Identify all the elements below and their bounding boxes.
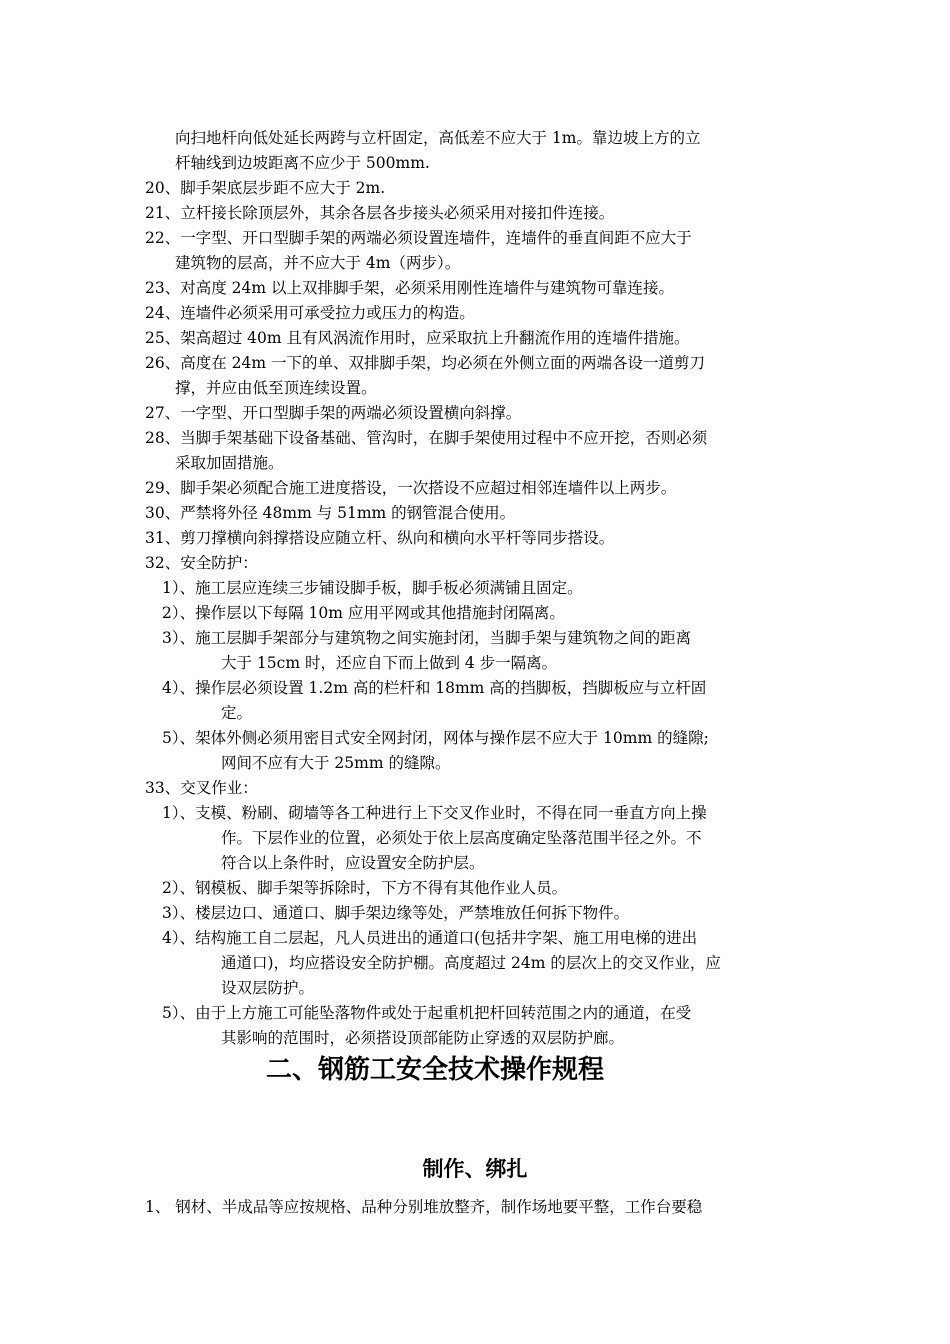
text-line: 符合以上条件时，应设置安全防护层。 — [221, 854, 485, 872]
text-line: 5）、由于上方施工可能坠落物件或处于起重机把杆回转范围之内的通道，在受 — [162, 1004, 692, 1022]
text-line: 21、立杆接长除顶层外，其余各层各步接头必须采用对接扣件连接。 — [145, 204, 615, 222]
text-line: 1、 钢材、半成品等应按规格、品种分别堆放整齐，制作场地要平整，工作台要稳 — [145, 1198, 703, 1216]
text-line: 1）、施工层应连续三步铺设脚手板，脚手板必须满铺且固定。 — [162, 579, 583, 597]
text-line: 25、架高超过 40m 且有风涡流作用时，应采取抗上升翻流作用的连墙件措施。 — [145, 329, 690, 347]
text-line: 23、对高度 24m 以上双排脚手架，必须采用刚性连墙件与建筑物可靠连接。 — [145, 279, 675, 297]
text-line: 31、剪刀撑横向斜撑搭设应随立杆、纵向和横向水平杆等同步搭设。 — [145, 529, 615, 547]
text-line: 杆轴线到边坡距离不应少于 500mm. — [175, 154, 430, 172]
text-line: 1）、支模、粉刷、砌墙等各工种进行上下交叉作业时，不得在同一垂直方向上操 — [162, 804, 707, 822]
text-line: 28、当脚手架基础下设备基础、管沟时，在脚手架使用过程中不应开挖，否则必须 — [145, 429, 708, 447]
text-line: 5）、架体外侧必须用密目式安全网封闭，网体与操作层不应大于 10mm 的缝隙; — [162, 729, 709, 747]
text-line: 26、高度在 24m 一下的单、双排脚手架，均必须在外侧立面的两端各设一道剪刀 — [145, 354, 706, 372]
text-line: 30、严禁将外径 48mm 与 51mm 的钢管混合使用。 — [145, 504, 516, 522]
text-line: 32、安全防护： — [145, 554, 258, 572]
text-line: 20、脚手架底层步距不应大于 2m. — [145, 179, 386, 197]
text-line: 24、连墙件必须采用可承受拉力或压力的构造。 — [145, 304, 475, 322]
text-line: 33、交叉作业： — [145, 779, 258, 797]
text-line: 通道口)，均应搭设安全防护棚。高度超过 24m 的层次上的交叉作业，应 — [221, 954, 721, 972]
text-line: 撑，并应由低至顶连续设置。 — [175, 379, 377, 397]
text-line: 作。下层作业的位置，必须处于依上层高度确定坠落范围半径之外。不 — [221, 829, 702, 847]
text-line: 27、一字型、开口型脚手架的两端必须设置横向斜撑。 — [145, 404, 522, 422]
text-line: 建筑物的层高，并不应大于 4m（两步）。 — [175, 254, 461, 272]
text-line: 网间不应有大于 25mm 的缝隙。 — [221, 754, 451, 772]
text-line: 2）、钢模板、脚手架等拆除时，下方不得有其他作业人员。 — [162, 879, 568, 897]
text-line: 22、一字型、开口型脚手架的两端必须设置连墙件，连墙件的垂直间距不应大于 — [145, 229, 692, 247]
text-line: 2）、操作层以下每隔 10m 应用平网或其他措施封闭隔离。 — [162, 604, 565, 622]
text-line: 其影响的范围时，必须搭设顶部能防止穿透的双层防护廊。 — [221, 1029, 625, 1047]
section-title: 二、钢筋工安全技术操作规程 — [265, 1055, 604, 1085]
text-line: 向扫地杆向低处延长两跨与立杆固定，高低差不应大于 1m。靠边坡上方的立 — [175, 129, 701, 147]
text-line: 3）、楼层边口、通道口、脚手架边缘等处，严禁堆放任何拆下物件。 — [162, 904, 630, 922]
text-line: 大于 15cm 时，还应自下而上做到 4 步一隔离。 — [221, 654, 558, 672]
subsection-title: 制作、绑扎 — [422, 1157, 528, 1181]
text-line: 4）、结构施工自二层起，凡人员进出的通道口(包括井字架、施工用电梯的进出 — [162, 929, 698, 947]
text-line: 采取加固措施。 — [175, 454, 284, 472]
text-line: 设双层防护。 — [221, 979, 315, 997]
text-line: 定。 — [221, 704, 253, 722]
text-line: 3）、施工层脚手架部分与建筑物之间实施封闭，当脚手架与建筑物之间的距离 — [162, 629, 692, 647]
text-line: 29、脚手架必须配合施工进度搭设，一次搭设不应超过相邻连墙件以上两步。 — [145, 479, 677, 497]
text-line: 4）、操作层必须设置 1.2m 高的栏杆和 18mm 高的挡脚板，挡脚板应与立杆固 — [162, 679, 707, 697]
